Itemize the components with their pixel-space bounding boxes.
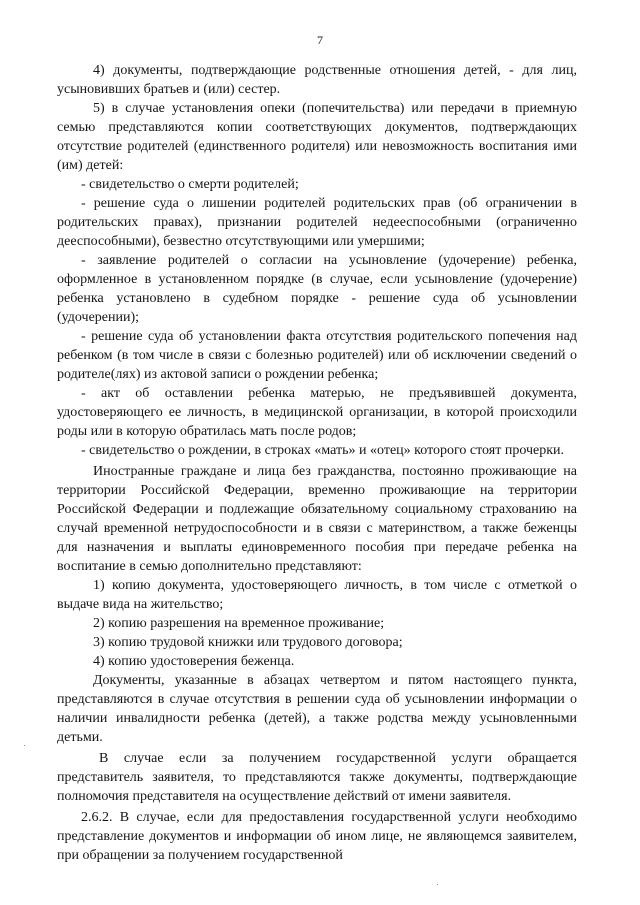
list-item-abandonment-act: - акт об оставлении ребенка матерью, не предъявившей документа, удостоверяющего ее личность, в медицинской организации, в которой происходили роды или в которую обратилась мать после родов; — [57, 386, 577, 439]
list-item-identity-doc: 1) копию документа, удостоверяющего личность, в том числе с отметкой о выдаче вида на жительство; — [57, 578, 577, 612]
paragraph-related-children-docs: 4) документы, подтверждающие родственные отношения детей, - для лиц, усыновивших братьев и (или) сестер. — [57, 63, 577, 97]
paragraph-foreign-citizens: Иностранные граждане и лица без гражданства, постоянно проживающие на территории Российской Федерации, временно проживающие на территории Российской Федерации и подлежащие обязательному социальному страхованию на случай временной нетрудоспособности и в связи с материнством, а также беженцы для назначения и выплаты единовременного пособия при передаче ребенка на воспитание в семью дополнительно представляют: — [57, 464, 577, 574]
scan-speck — [437, 884, 438, 885]
paragraph-documents-note: Документы, указанные в абзацах четвертом и пятом настоящего пункта, представляются в случае отсутствия в решении суда об усыновлении информации о наличии инвалидности ребенка (детей), а также родства между усыновленными детьми. — [57, 673, 577, 745]
list-item-parents-consent: - заявление родителей о согласии на усыновление (удочерение) ребенка, оформленное в установленном порядке (в случае, если усыновление (удочерение) ребенка установлено в судебном порядке - решение суда об усыновлении (удочерении); — [57, 253, 577, 325]
page-number: 7 — [317, 33, 323, 47]
list-item-court-deprivation: - решение суда о лишении родителей родительских прав (об ограничении в родительских правах), признании родителей недееспособными (ограниченно дееспособными), безвестно отсутствующими или умершими; — [57, 196, 577, 249]
list-item-death-certificate: - свидетельство о смерти родителей; — [81, 177, 299, 192]
list-item-temporary-residence: 2) копию разрешения на временное проживание; — [93, 616, 385, 631]
list-item-work-record: 3) копию трудовой книжки или трудового договора; — [93, 635, 403, 650]
paragraph-2-6-2: 2.6.2. В случае, если для предоставления государственной услуги необходимо представление документов и информации об ином лице, не являющемся заявителем, при обращении за получением государственной — [57, 810, 577, 863]
list-item-birth-certificate: - свидетельство о рождении, в строках «мать» и «отец» которого стоят прочерки. — [81, 443, 565, 458]
list-item-refugee-certificate: 4) копию удостоверения беженца. — [93, 654, 295, 669]
list-item-court-absence-care: - решение суда об установлении факта отсутствия родительского попечения над ребенком (в том числе в связи с болезнью родителей) или об исключении сведений о родителе(лях) из актовой записи о рождении ребенка; — [57, 329, 577, 382]
scan-speck — [24, 745, 25, 746]
paragraph-representative: В случае если за получением государственной услуги обращается представитель заявителя, то представляются также документы, подтверждающие полномочия представителя на осуществление действий от имени заявителя. — [57, 751, 577, 804]
paragraph-guardianship: 5) в случае установления опеки (попечительства) или передачи в приемную семью представляются копии соответствующих документов, подтверждающих отсутствие родителей (единственного родителя) или невозможность воспитания ими (им) детей: — [57, 101, 577, 173]
document-body — [57, 61, 577, 865]
